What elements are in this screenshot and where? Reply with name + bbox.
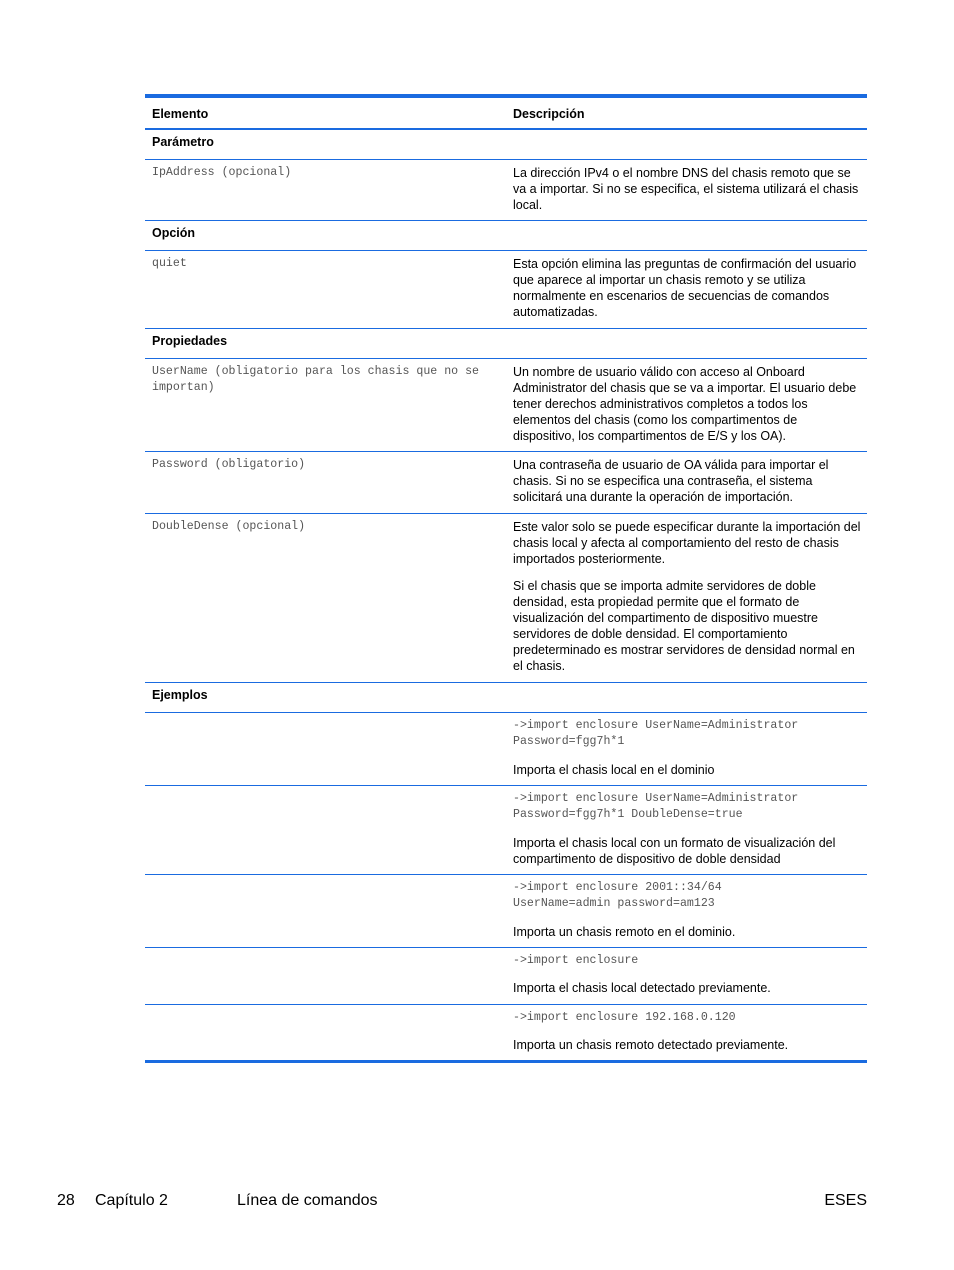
param-description: La dirección IPv4 o el nombre DNS del chasis remoto que se va a importar. Si no se especifica, el sistema utilizará el chasis local.: [513, 166, 859, 212]
table-row: [145, 452, 867, 514]
table-header: [145, 98, 867, 130]
example-command: ->import enclosure UserName=Administrator Password=fgg7h*1: [513, 719, 799, 748]
section-row: [145, 221, 867, 251]
chapter-title: Línea de comandos: [237, 1192, 378, 1209]
section-row: [145, 329, 867, 359]
description-paragraph: Este valor solo se puede especificar durante la importación del chasis local y afecta al comportamiento del resto de chasis importados posteriormente.: [513, 520, 861, 566]
example-row: [145, 786, 867, 875]
page-footer: [57, 1192, 867, 1212]
property-description: [506, 514, 867, 682]
section-row: [145, 130, 867, 160]
table-row: [145, 514, 867, 683]
property-name: UserName (obligatorio para los chasis que no se importan): [152, 365, 486, 394]
header-element: Elemento: [152, 107, 209, 121]
example-command: ->import enclosure UserName=Administrator Password=fgg7h*1 DoubleDense=true: [513, 792, 799, 821]
example-row: [145, 948, 867, 1005]
example-row: [145, 713, 867, 786]
example-row: [145, 875, 867, 948]
example-description: Importa el chasis local con un formato de visualización del compartimento de dispositivo de doble densidad: [513, 836, 836, 866]
section-label: Propiedades: [152, 334, 228, 348]
property-name: DoubleDense (opcional): [152, 520, 306, 533]
section-label: Ejemplos: [152, 688, 208, 702]
table-row: [145, 359, 867, 452]
example-description: Importa un chasis remoto en el dominio.: [513, 925, 736, 939]
example-description: Importa el chasis local en el dominio: [513, 763, 715, 777]
example-command: ->import enclosure: [513, 954, 639, 967]
section-row: [145, 683, 867, 713]
description-paragraph: Si el chasis que se importa admite servidores de doble densidad, esta propiedad permite que el formato de visualización del compartimento de dispositivo muestre servidores de doble densidad. El comportamiento predeterminado es mostrar servidores de densidad normal en el chasis.: [513, 579, 855, 673]
example-description: Importa un chasis remoto detectado previamente.: [513, 1038, 789, 1052]
param-name: IpAddress (opcional): [152, 166, 292, 179]
option-description: Esta opción elimina las preguntas de confirmación del usuario que aparece al importar un chasis remoto y se utiliza normalmente en escenarios de secuencias de comandos automatizadas.: [513, 257, 857, 319]
property-description: Una contraseña de usuario de OA válida para importar el chasis. Si no se especifica una contraseña, el sistema solicitará una durante la operación de importación.: [513, 458, 829, 504]
property-name: Password (obligatorio): [152, 458, 306, 471]
command-table: [145, 94, 867, 1063]
page-number: 28: [57, 1192, 75, 1209]
table-row: [145, 160, 867, 221]
example-description: Importa el chasis local detectado previamente.: [513, 981, 771, 995]
chapter-label: Capítulo 2: [95, 1192, 168, 1209]
section-label: Opción: [152, 226, 196, 240]
header-description: Descripción: [513, 107, 585, 121]
section-label: Parámetro: [152, 135, 214, 149]
example-row: [145, 1005, 867, 1060]
language-code: ESES: [824, 1192, 867, 1209]
option-name: quiet: [152, 257, 187, 270]
example-command: ->import enclosure 192.168.0.120: [513, 1011, 736, 1024]
table-row: [145, 251, 867, 329]
example-command: ->import enclosure 2001::34/64 UserName=admin password=am123: [513, 881, 722, 910]
property-description: Un nombre de usuario válido con acceso al Onboard Administrator del chasis que se va a importar. El usuario debe tener derechos administrativos completos a todos los elementos del chasis (como los compartimentos de dispositivo, los compartimentos de E/S y los OA).: [513, 365, 857, 443]
